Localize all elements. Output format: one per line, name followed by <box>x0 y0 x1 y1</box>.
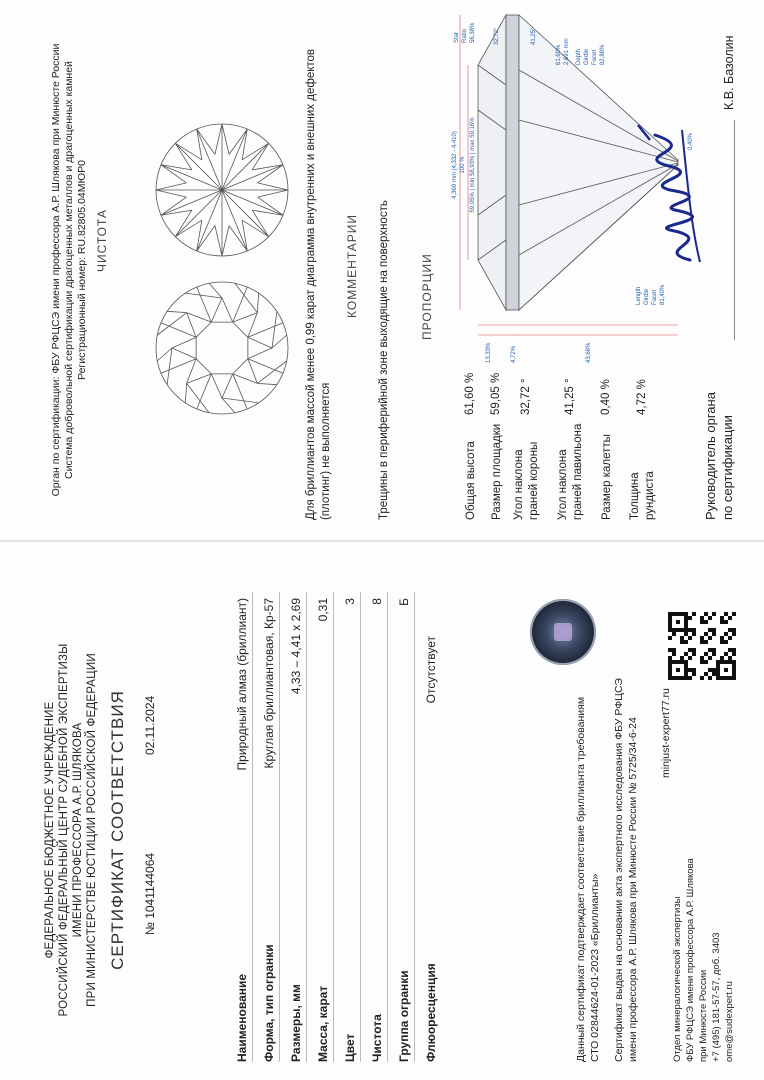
facet-line <box>222 398 235 413</box>
girdle-label: 4,72% <box>511 345 517 363</box>
crown-shape <box>478 15 506 310</box>
prop-value-table: 59,05 % <box>490 372 502 415</box>
row-divider <box>252 592 253 1062</box>
row-label-name: Наименование <box>235 973 249 1062</box>
certificate-date: 02.11.2024 <box>143 695 157 755</box>
basis-note-line-1: Сертификат выдан на основании акта экспертного исследования ФБУ РФЦСЭ <box>613 678 625 1062</box>
facet-line <box>167 348 172 385</box>
facet-line <box>175 143 191 170</box>
facet-line <box>161 323 196 338</box>
basis-note-line-2: имени профессора А.Р. Шлякова при Минюсте России № 5725/34-6-24 <box>627 717 639 1062</box>
plotting-note-line-1: Для бриллиантов массой менее 0,99 карат диаграмма внутренних и внешних дефектов <box>305 48 317 520</box>
facet-line <box>172 348 196 359</box>
facet-line <box>248 348 272 359</box>
facet-line <box>197 220 202 251</box>
depth-word-label: Depth <box>576 48 582 65</box>
prop-value-girdle: 4,72 % <box>636 379 648 415</box>
facet-line <box>215 226 222 256</box>
row-value-name: Природный алмаз (бриллиант) <box>235 598 249 771</box>
certification-body-line-1: Орган по сертификации: ФБУ РФЦСЭ имени профессора А.Р. Шлякова при Минюсте России <box>50 43 62 497</box>
facet-line <box>209 283 222 298</box>
facet-line <box>233 287 248 322</box>
pavilion-angle-label: 41,25° <box>531 27 537 45</box>
contact-email[interactable]: ome@sudexpert.ru <box>724 981 735 1062</box>
qr-module <box>732 644 736 648</box>
comments-title: КОММЕНТАРИИ <box>345 213 359 318</box>
pavilion-view-diagram <box>156 124 288 256</box>
facet-line <box>175 143 202 159</box>
facet-line <box>258 190 288 197</box>
facet-line <box>257 293 258 313</box>
row-label-fluorescence: Флюоресценция <box>424 963 438 1062</box>
length-pct-label: 81,40% <box>660 284 666 305</box>
org-header-line-1: ФЕДЕРАЛЬНОЕ БЮДЖЕТНОЕ УЧРЕЖДЕНИЕ <box>44 701 56 959</box>
facet-line <box>161 210 192 215</box>
diameter-pct-label: 100 % <box>460 156 466 174</box>
qr-module <box>732 612 736 616</box>
facet-line <box>197 129 202 160</box>
girdle-word-label: Girdle <box>584 48 590 65</box>
facet-line <box>222 374 233 398</box>
certificate-title: СЕРТИФИКАТ СООТВЕТСТВИЯ <box>108 690 127 970</box>
facet-line <box>233 322 248 337</box>
certificate-number: № 1041144064 <box>143 852 157 935</box>
qr-module <box>732 632 736 636</box>
facet-line <box>157 348 172 361</box>
prop-value-culet: 0,40 % <box>600 379 612 415</box>
culet-label: 0,40% <box>688 132 694 150</box>
crown-view-diagram <box>156 282 288 414</box>
qr-module <box>732 616 736 620</box>
row-divider <box>414 592 415 1062</box>
row-divider <box>306 592 307 1062</box>
row-value-clarity: 8 <box>370 598 384 605</box>
facet-line <box>222 124 229 154</box>
compliance-note-line-2: СТО 02844624-01-2023 «Бриллианты» <box>589 873 601 1062</box>
prop-label-crown-angle-2: граней короны <box>528 441 540 520</box>
qr-module <box>732 640 736 644</box>
facet-line <box>175 220 202 236</box>
facet-line <box>242 143 269 159</box>
certification-body-line-3: Регистрационный номер: RU.82805.04МЮР0 <box>76 160 88 380</box>
qr-module <box>732 648 736 652</box>
left-page <box>0 540 764 1080</box>
facet-line <box>161 359 196 374</box>
table-label: 59,05% | min 58,93% | max 59,16% <box>470 117 476 213</box>
facet-line <box>197 287 212 322</box>
facet-line <box>272 335 287 348</box>
qr-module <box>732 672 736 676</box>
length-girdle-word-label: Girdle <box>644 288 650 305</box>
facet-line <box>222 143 269 190</box>
star-label: Star <box>454 31 460 43</box>
crown-height-label: 13,33% <box>486 342 492 363</box>
facet-line <box>196 322 211 337</box>
facet-line <box>248 359 283 374</box>
facet-line <box>257 383 277 384</box>
qr-module <box>732 668 736 672</box>
contact-org: ФБУ РФЦСЭ имени профессора А.Р. Шлякова <box>685 858 696 1062</box>
certification-body-line-2: Система добровольной сертификации драгоценных металлов и драгоценных камней <box>63 61 75 479</box>
org-header-line-4: ПРИ МИНИСТЕРСТВЕ ЮСТИЦИИ РОССИЙСКОЙ ФЕДЕРАЦИИ <box>86 653 98 1007</box>
facet-line <box>258 183 288 190</box>
facet-word-label: Facet <box>592 49 598 65</box>
length-facet-word-label: Facet <box>652 289 658 305</box>
facet-line <box>167 311 187 312</box>
row-label-color: Цвет <box>343 1033 357 1062</box>
facet-line <box>252 210 268 237</box>
qr-module <box>732 676 736 680</box>
facet-line <box>222 226 229 256</box>
star-pct-label: 56,38% <box>470 22 476 43</box>
facet-line <box>252 210 283 215</box>
row-divider <box>333 592 334 1062</box>
facet-line <box>156 183 186 190</box>
signatory-label-2: по сертификации <box>720 415 735 520</box>
prop-label-girdle-2: рундиста <box>644 471 656 520</box>
row-value-color: 3 <box>343 598 357 605</box>
prop-label-girdle-1: Толщина <box>629 472 641 520</box>
org-header-line-3: ИМЕНИ ПРОФЕССОРА А.Р. ШЛЯКОВА <box>72 722 84 938</box>
prop-label-pavilion-angle-2: граней павильона <box>572 423 584 520</box>
facet-line <box>156 190 186 197</box>
facet-line <box>185 383 186 403</box>
facet-line <box>252 143 268 170</box>
diameter-label: 4,369 mm (4,332 - 4,410) <box>452 131 458 199</box>
website-link[interactable]: minjust-expert77.ru <box>660 688 672 778</box>
qr-module <box>732 636 736 640</box>
row-value-cut: Круглая бриллиантовая, Кр-57 <box>262 598 276 769</box>
prop-value-total-depth: 61,60 % <box>464 372 476 415</box>
facet-line <box>197 374 212 409</box>
facet-line <box>222 298 233 322</box>
row-divider <box>387 592 388 1062</box>
qr-module <box>732 664 736 668</box>
row-label-cut: Форма, тип огранки <box>262 944 276 1062</box>
row-value-mass: 0,31 <box>316 598 330 622</box>
signature <box>630 120 740 270</box>
facet-line <box>175 190 222 237</box>
contact-ministry: при Минюсте России <box>698 969 709 1062</box>
star-ratio-label: Ratio <box>462 28 468 43</box>
prop-value-pavilion-angle: 41,25 ° <box>564 378 576 415</box>
facet-line <box>222 190 269 237</box>
hologram-seal <box>530 599 596 665</box>
prop-label-pavilion-angle-1: Угол наклона <box>557 449 569 520</box>
girdle-facet-pct-label: 82,88% <box>600 44 606 65</box>
length-word-label: Length <box>636 286 642 305</box>
facet-line <box>242 220 269 236</box>
compliance-note-line-1: Данный сертификат подтверждает соответствие бриллианта требованиям <box>575 696 587 1062</box>
row-value-cut-group: Б <box>397 598 411 606</box>
facet-line <box>196 359 211 374</box>
row-divider <box>279 592 280 1062</box>
depth-pct-label: 61,60% <box>556 44 562 65</box>
row-value-size: 4,33 – 4,41 х 2,69 <box>289 598 303 695</box>
row-label-cut-group: Группа огранки <box>397 970 411 1062</box>
plotting-note-line-2: (плотинг) не выполняется <box>320 382 332 520</box>
prop-label-culet: Размер калетты <box>601 434 613 520</box>
prop-label-crown-angle-1: Угол наклона <box>513 449 525 520</box>
facet-line <box>172 337 196 348</box>
facet-line <box>211 374 222 398</box>
depth-mm-label: 2,691 mm <box>564 38 570 65</box>
pavilion-depth-label: 43,68% <box>586 342 592 363</box>
facet-line <box>161 165 192 170</box>
qr-code[interactable] <box>668 612 736 680</box>
facet-line <box>233 374 248 409</box>
qr-module <box>732 620 736 624</box>
facet-line <box>211 298 222 322</box>
facet-line <box>252 165 283 170</box>
qr-module <box>732 660 736 664</box>
facet-line <box>242 129 247 160</box>
qr-module <box>732 628 736 632</box>
qr-module <box>732 656 736 660</box>
contact-phone: +7 (495) 181-57-57, доб. 3403 <box>711 932 722 1062</box>
org-header-line-2: РОССИЙСКИЙ ФЕДЕРАЛЬНЫЙ ЦЕНТР СУДЕБНОЙ ЭКСПЕРТИЗЫ <box>58 643 70 1017</box>
facet-line <box>175 143 222 190</box>
prop-value-crown-angle: 32,72 ° <box>520 378 532 415</box>
facet-line <box>222 398 259 403</box>
facet-line <box>248 323 283 338</box>
facet-line <box>242 220 247 251</box>
qr-module <box>732 624 736 628</box>
row-label-size: Размеры, мм <box>289 984 303 1062</box>
facet-line <box>248 337 272 348</box>
prop-label-table: Размер площадки <box>491 423 503 520</box>
facet-line <box>185 293 222 298</box>
qr-module <box>732 652 736 656</box>
clarity-diagrams <box>110 80 290 460</box>
row-label-mass: Масса, карат <box>316 985 330 1062</box>
signatory-label-1: Руководитель органа <box>703 392 718 520</box>
facet-line <box>175 210 191 237</box>
row-value-fluorescence: Отсутствует <box>424 636 438 704</box>
contact-dept: Отдел минералогической экспертизы <box>672 896 683 1062</box>
clarity-title: ЧИСТОТА <box>95 209 109 272</box>
signatory-name: К.В. Базолин <box>722 35 736 110</box>
girdle-band <box>506 15 519 310</box>
crown-angle-label: 32,72° <box>494 27 500 45</box>
facet-line <box>215 124 222 154</box>
comments-text: Трещины в периферийной зоне выходящие на поверхность <box>378 200 390 520</box>
row-divider <box>360 592 361 1062</box>
prop-label-total-depth: Общая высота <box>465 441 477 520</box>
crown-outline <box>156 282 288 414</box>
proportions-title: ПРОПОРЦИИ <box>420 253 434 340</box>
row-label-clarity: Чистота <box>370 1014 384 1062</box>
facet-line <box>233 359 248 374</box>
facet-line <box>272 311 277 348</box>
